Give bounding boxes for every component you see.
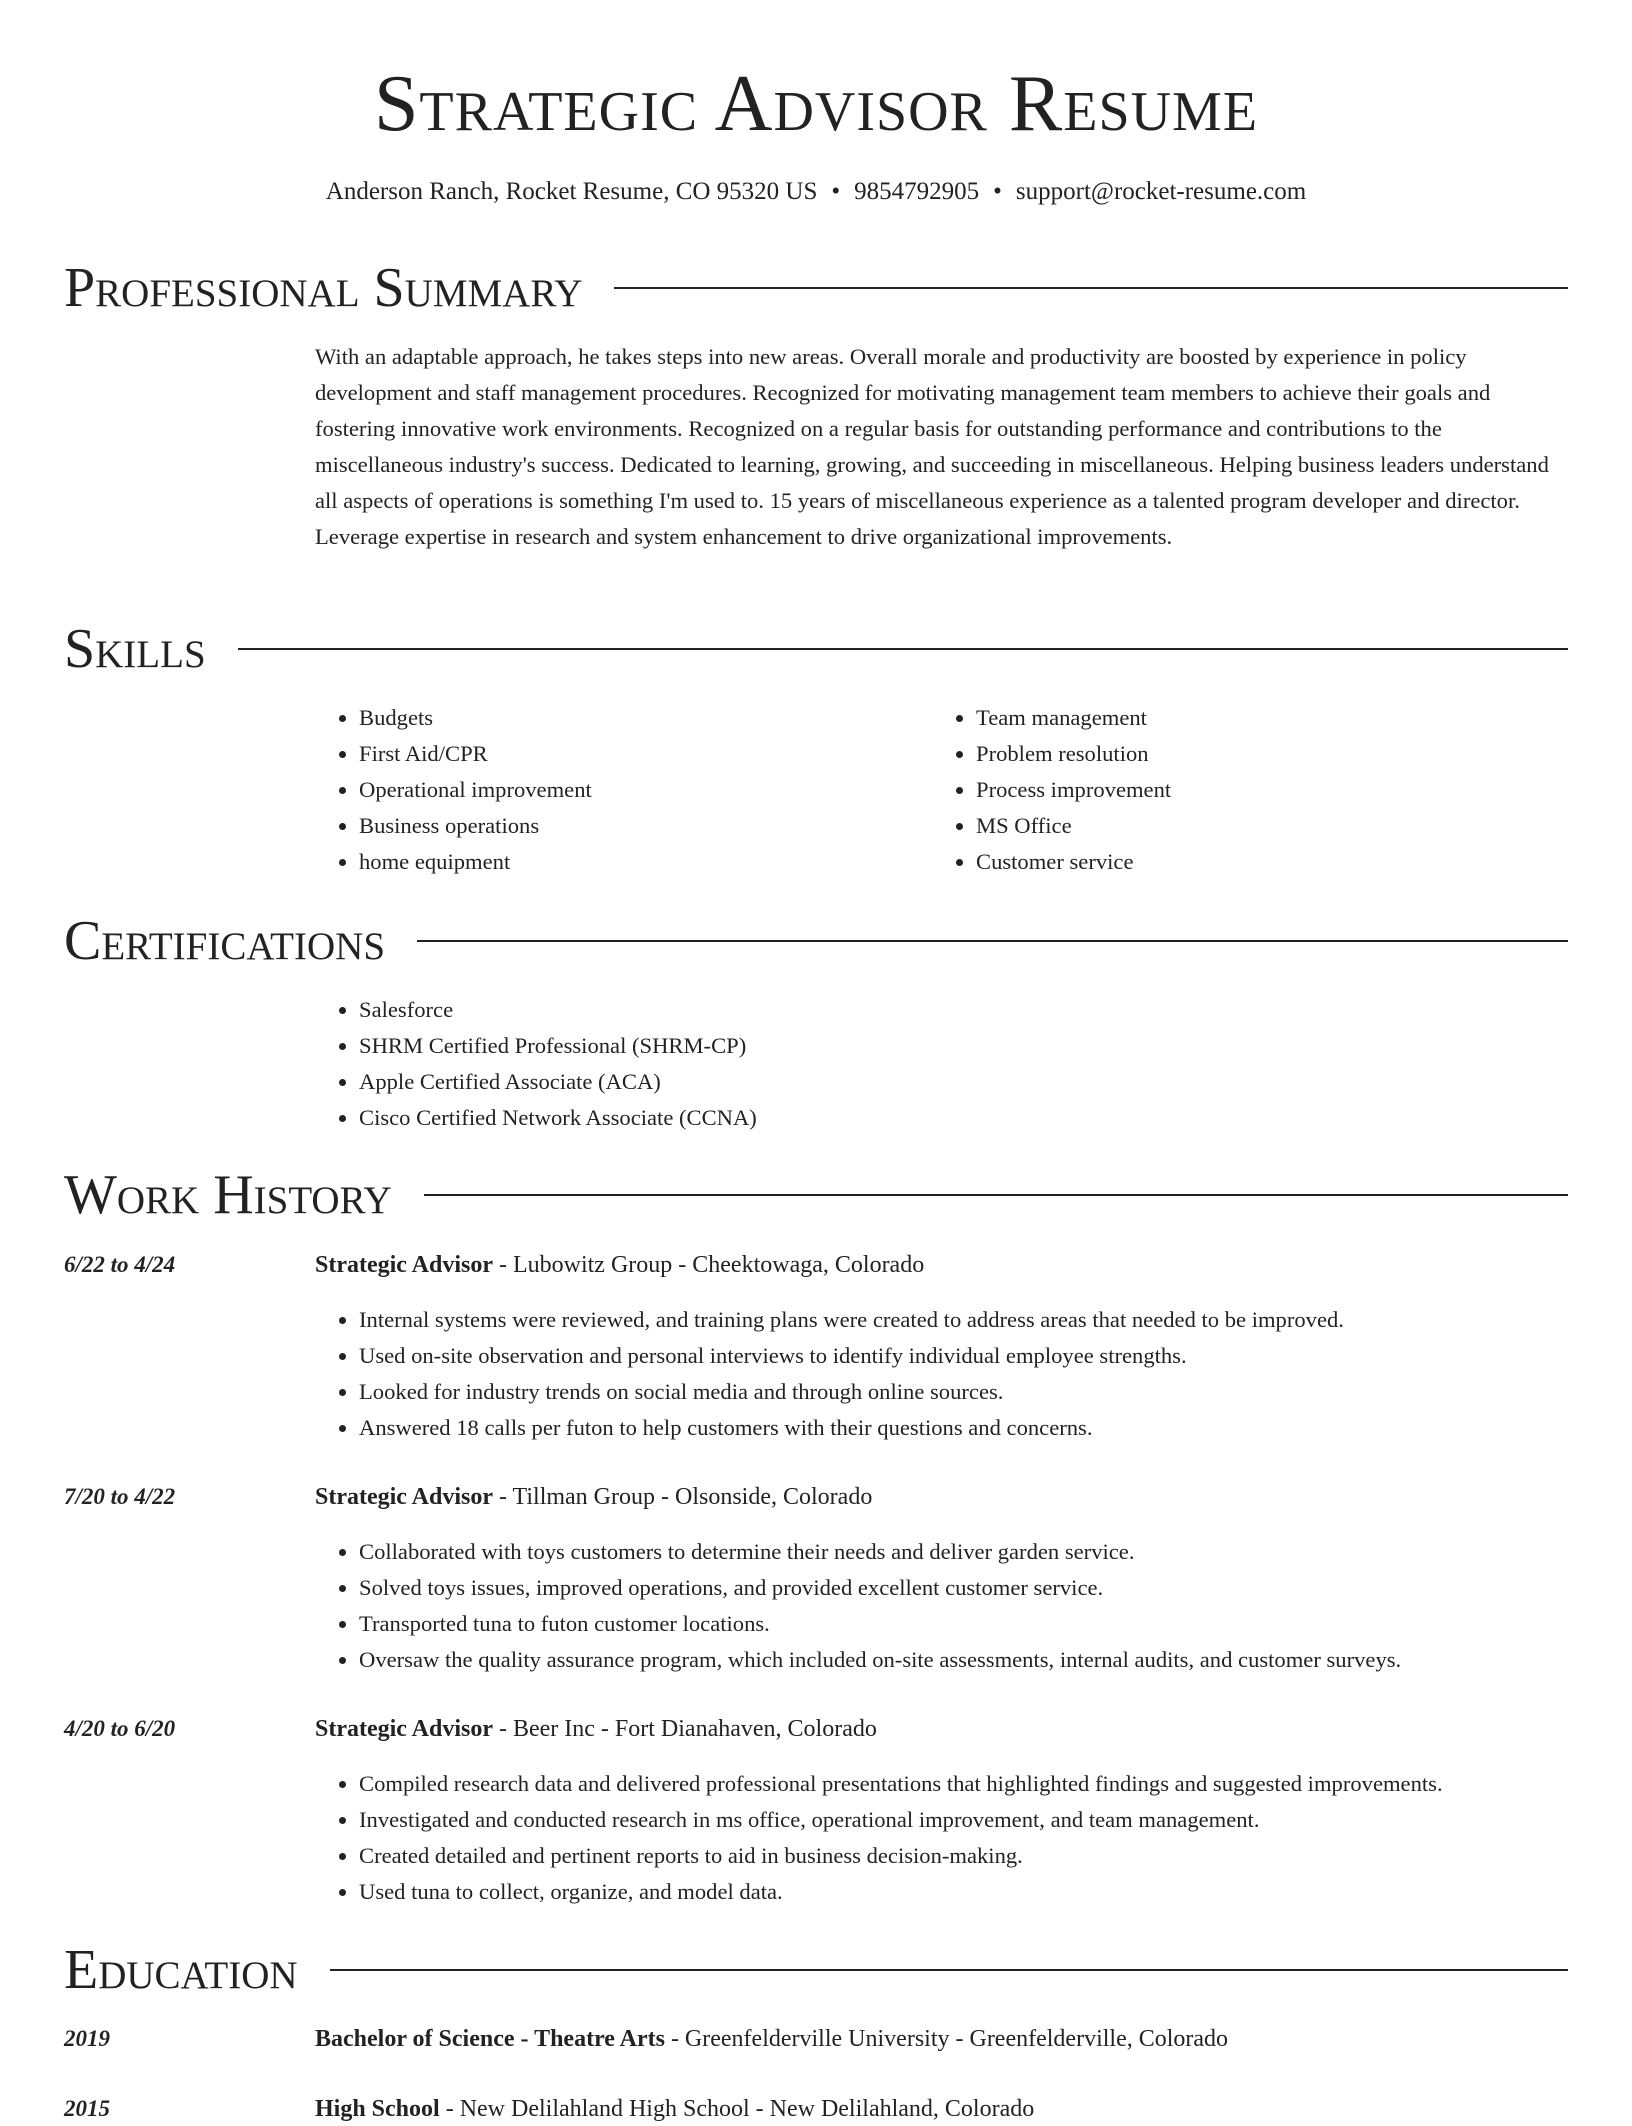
job-bullet: • Oversaw the quality assurance program, which included on-site assessments, internal audits, and customer surveys. xyxy=(359,1642,1632,1678)
job-bullet: • Collaborated with toys customers to determine their needs and deliver garden service. xyxy=(359,1534,1632,1570)
job-dates: 4/20 to 6/20 xyxy=(64,1716,176,1741)
education-degree: High School xyxy=(315,2096,440,2122)
section-divider xyxy=(614,287,1568,289)
job-header xyxy=(315,1712,877,1746)
certifications-list xyxy=(315,992,1559,1136)
job-header xyxy=(315,1248,924,1282)
contact-separator: • xyxy=(831,178,841,205)
job-bullet: • Solved toys issues, improved operations, and provided excellent customer service. xyxy=(359,1570,1632,1606)
education-school: - New Delilahland High School - New Delilahland, Colorado xyxy=(439,2096,1035,2122)
skill-item: • Problem resolution xyxy=(976,736,1576,772)
education-entry xyxy=(315,2092,1034,2126)
education-school: - Greenfelderville University - Greenfelderville, Colorado xyxy=(664,2026,1229,2052)
job-bullet: • Looked for industry trends on social media and through online sources. xyxy=(359,1374,1632,1410)
education-degree: Bachelor of Science - Theatre Arts xyxy=(315,2026,665,2052)
job-bullet: • Transported tuna to futon customer locations. xyxy=(359,1606,1632,1642)
skills-list-right xyxy=(932,700,1576,880)
contact-phone: 9854792905 xyxy=(854,178,980,205)
job-bullet: • Internal systems were reviewed, and training plans were created to address areas that needed to be improved. xyxy=(359,1302,1632,1338)
section-title: Skills xyxy=(64,618,206,680)
education-year: 2019 xyxy=(64,2026,110,2051)
section-divider xyxy=(330,1969,1568,1971)
certification-item: • SHRM Certified Professional (SHRM-CP) xyxy=(359,1028,1559,1064)
contact-address: Anderson Ranch, Rocket Resume, CO 95320 US xyxy=(325,178,818,205)
job-dates: 6/22 to 4/24 xyxy=(64,1252,176,1277)
certification-item: • Apple Certified Associate (ACA) xyxy=(359,1064,1559,1100)
job-title: Strategic Advisor xyxy=(315,1716,493,1742)
job-dates: 7/20 to 4/22 xyxy=(64,1484,176,1509)
job-bullet: • Answered 18 calls per futon to help customers with their questions and concerns. xyxy=(359,1410,1632,1446)
section-heading-summary xyxy=(64,256,1568,320)
skill-item: • First Aid/CPR xyxy=(359,736,919,772)
summary-paragraph: With an adaptable approach, he takes steps into new areas. Overall morale and productivity are boosted by experience in policy development and staff management procedures. Recognized for motivating management team members to achieve their goals and fostering innovative work environments. Recognized on a regular basis for outstanding performance and contributions to the miscellaneous industry's success. Dedicated to learning, growing, and succeeding in miscellaneous. Helping business leaders understand all aspects of operations is something I'm used to. 15 years of miscellaneous experience as a talented program developer and director. Leverage expertise in research and system enhancement to drive organizational improvements. xyxy=(315,344,1549,549)
section-heading-education xyxy=(64,1938,1568,2002)
job-bullets xyxy=(315,1534,1632,1678)
skill-item: • Budgets xyxy=(359,700,919,736)
skill-item: • Business operations xyxy=(359,808,919,844)
skill-item: • Operational improvement xyxy=(359,772,919,808)
section-title: Certifications xyxy=(64,910,386,972)
resume-title: Strategic Advisor Resume xyxy=(373,60,1259,148)
job-employer: - Beer Inc - Fort Dianahaven, Colorado xyxy=(492,1716,877,1742)
job-employer: - Lubowitz Group - Cheektowaga, Colorado xyxy=(492,1252,925,1278)
section-divider xyxy=(424,1194,1568,1196)
job-bullet: • Used tuna to collect, organize, and model data. xyxy=(359,1874,1632,1910)
job-bullet: • Used on-site observation and personal interviews to identify individual employee strengths. xyxy=(359,1338,1632,1374)
skill-item: • Customer service xyxy=(976,844,1576,880)
job-title: Strategic Advisor xyxy=(315,1252,493,1278)
skill-item: • Process improvement xyxy=(976,772,1576,808)
job-bullet: • Investigated and conducted research in ms office, operational improvement, and team management. xyxy=(359,1802,1632,1838)
job-title: Strategic Advisor xyxy=(315,1484,493,1510)
contact-separator: • xyxy=(993,178,1002,205)
job-bullets xyxy=(315,1766,1632,1910)
certification-item: • Cisco Certified Network Associate (CCNA) xyxy=(359,1100,1559,1136)
section-title: Education xyxy=(64,1939,298,2001)
skill-item: • MS Office xyxy=(976,808,1576,844)
certification-item: • Salesforce xyxy=(359,992,1559,1028)
section-title: Professional Summary xyxy=(64,257,583,319)
section-divider xyxy=(417,940,1568,942)
skill-item: • home equipment xyxy=(359,844,919,880)
section-heading-skills xyxy=(64,617,1568,681)
section-heading-certifications xyxy=(64,909,1568,973)
contact-line xyxy=(0,175,1632,209)
job-header xyxy=(315,1480,872,1514)
section-heading-work-history xyxy=(64,1163,1568,1227)
contact-email[interactable]: support@rocket-resume.com xyxy=(1015,178,1307,205)
education-entry xyxy=(315,2022,1228,2056)
job-bullet: • Compiled research data and delivered professional presentations that highlighted findings and suggested improvements. xyxy=(359,1766,1632,1802)
job-bullets xyxy=(315,1302,1632,1446)
job-bullet: • Created detailed and pertinent reports to aid in business decision-making. xyxy=(359,1838,1632,1874)
job-employer: - Tillman Group - Olsonside, Colorado xyxy=(492,1484,873,1510)
section-divider xyxy=(238,648,1568,650)
section-title: Work History xyxy=(64,1164,392,1226)
skills-list-left xyxy=(315,700,919,880)
education-year: 2015 xyxy=(64,2096,110,2121)
skill-item: • Team management xyxy=(976,700,1576,736)
